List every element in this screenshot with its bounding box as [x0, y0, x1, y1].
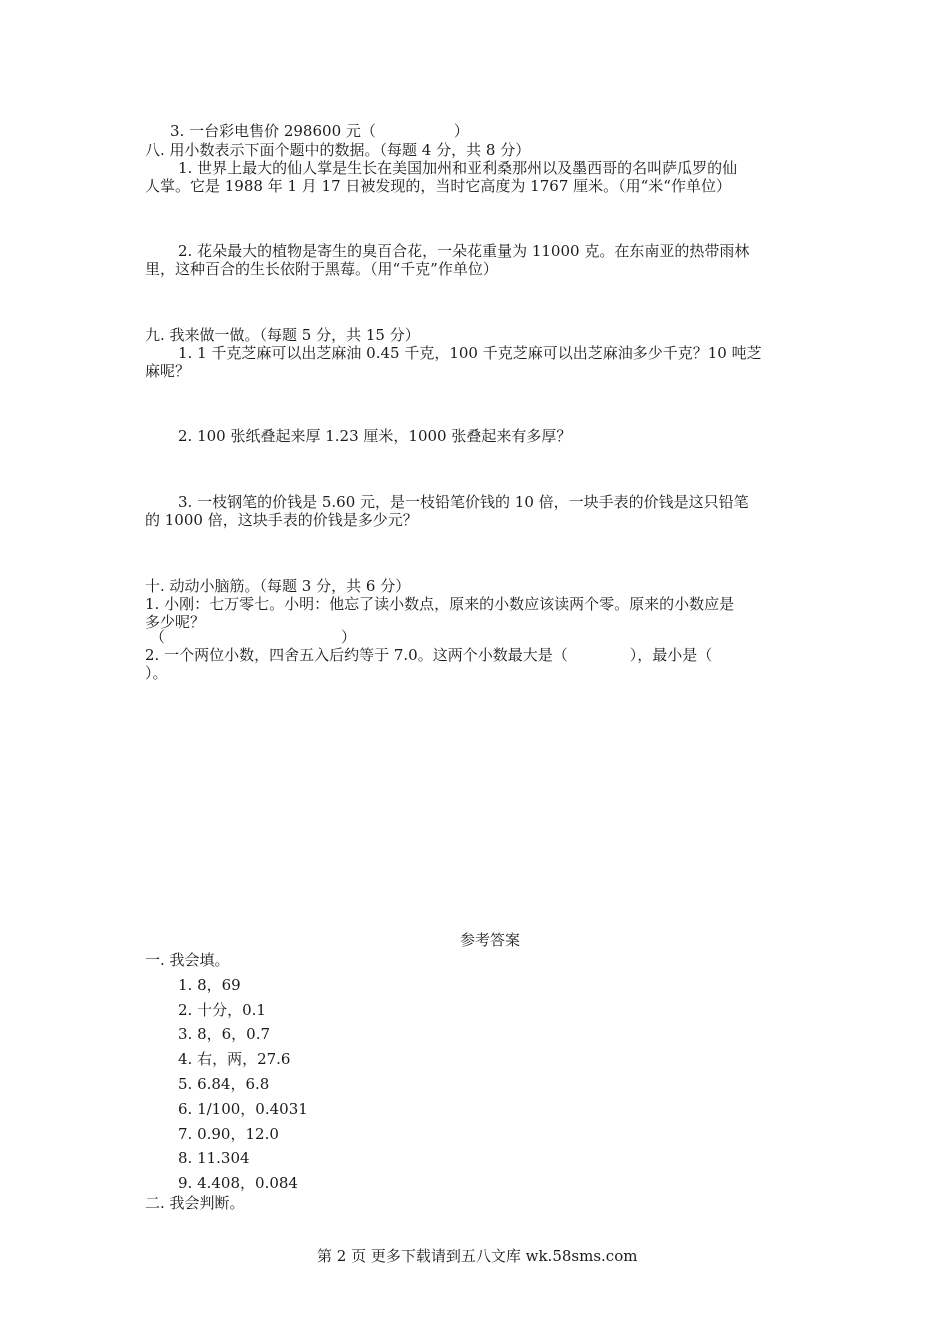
section9-q3-line1: 3. 一枝钢笔的价钱是 5.60 元，是一枝铅笔价钱的 10 倍，一块手表的价钱是这只铅笔	[178, 493, 749, 511]
section8-title: 八. 用小数表示下面个题中的数据。（每题 4 分，共 8 分）	[145, 141, 531, 159]
section10-q1-answer	[150, 627, 356, 647]
answer-item-1: 1. 8，69	[178, 976, 241, 994]
section8-q3-close: ）	[453, 122, 469, 140]
section10-q2-line2: ）。	[145, 664, 168, 682]
section8-q1-line2: 人掌。它是 1988 年 1 月 17 日被发现的，当时它高度为 1767 厘米。（用“米“作单位）	[145, 177, 731, 195]
page-footer: 第 2 页 更多下载请到五八文库 wk.58sms.com	[317, 1247, 638, 1265]
answer-item-8: 8. 11.304	[178, 1149, 250, 1167]
section9-title: 九. 我来做一做。（每题 5 分，共 15 分）	[145, 326, 420, 344]
answers-title: 参考答案	[460, 931, 521, 949]
answers-section2: 二. 我会判断。	[145, 1194, 245, 1212]
answer-item-6: 6. 1/100，0.4031	[178, 1100, 308, 1118]
section8-q3-text: 3. 一台彩电售价 298600 元（	[170, 122, 376, 140]
section9-q1-line1: 1. 1 千克芝麻可以出芝麻油 0.45 千克，100 千克芝麻可以出芝麻油多少千克？10 吨芝	[178, 344, 762, 362]
section8-q2-line2: 里，这种百合的生长依附于黑莓。（用“千克”作单位）	[145, 260, 498, 278]
section10-q1-line1: 1. 小刚：七万零七。小明：他忘了读小数点，原来的小数应该读两个零。原来的小数应是	[145, 595, 735, 613]
answer-item-3: 3. 8，6，0.7	[178, 1025, 271, 1043]
answer-item-7: 7. 0.90，12.0	[178, 1125, 279, 1143]
answers-section1: 一. 我会填。	[145, 951, 230, 969]
section9-q1-line2: 麻呢？	[145, 362, 191, 380]
section8-q3	[170, 121, 469, 141]
answer-item-4: 4. 右，两，27.6	[178, 1050, 291, 1068]
answer-item-9: 9. 4.408，0.084	[178, 1174, 298, 1192]
section9-q2: 2. 100 张纸叠起来厚 1.23 厘米，1000 张叠起来有多厚？	[178, 427, 572, 445]
section8-q2-line1: 2. 花朵最大的植物是寄生的臭百合花，一朵花重量为 11000 克。在东南亚的热带雨林	[178, 242, 750, 260]
section10-q2-line1	[145, 645, 712, 665]
section10-q1-line2: 多少呢？	[145, 613, 206, 631]
section10-q2-text-b: ），最小是（	[629, 646, 713, 664]
section9-q3-line2: 的 1000 倍，这块手表的价钱是多少元？	[145, 511, 418, 529]
answer-open-paren: （	[150, 628, 166, 646]
section10-q2-text-a: 2. 一个两位小数，四舍五入后约等于 7.0。这两个小数最大是（	[145, 646, 568, 664]
answer-item-5: 5. 6.84，6.8	[178, 1075, 270, 1093]
answer-close-paren: ）	[341, 628, 357, 646]
answer-item-2: 2. 十分，0.1	[178, 1001, 266, 1019]
section10-title: 十. 动动小脑筋。（每题 3 分，共 6 分）	[145, 577, 411, 595]
section8-q1-line1: 1. 世界上最大的仙人掌是生长在美国加州和亚利桑那州以及墨西哥的名叫萨瓜罗的仙	[178, 159, 738, 177]
